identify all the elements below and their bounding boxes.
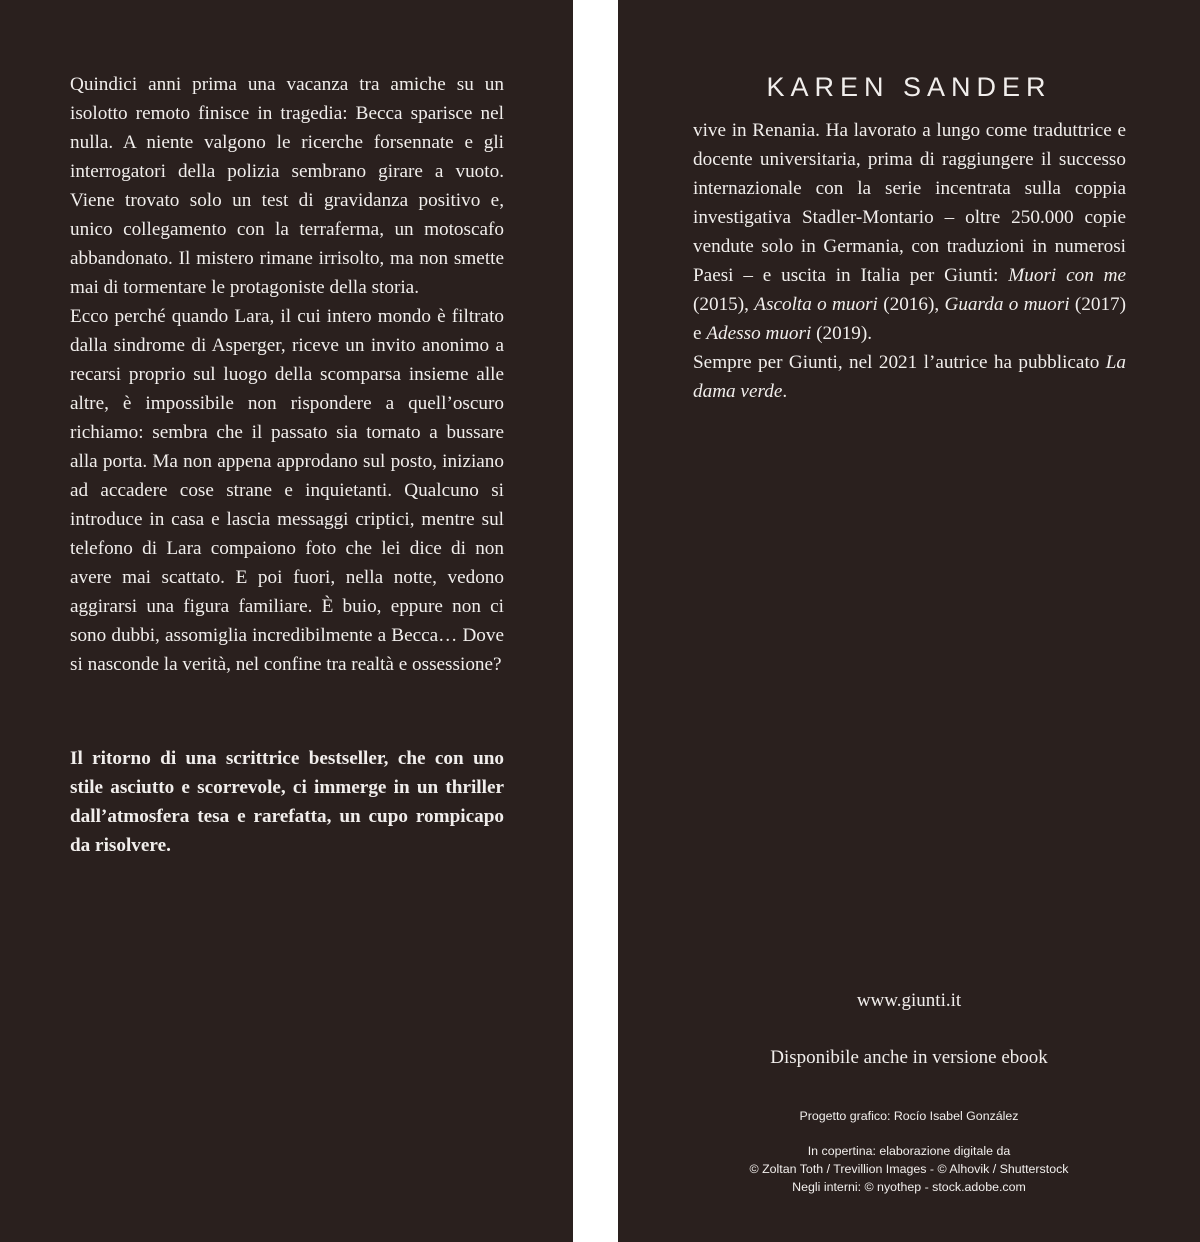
design-credit: Progetto grafico: Rocío Isabel González (799, 1109, 1019, 1123)
synopsis-text (70, 70, 504, 679)
cover-credit-line: Negli interni: © nyothep - stock.adobe.com (792, 1180, 1026, 1194)
blurb-text (70, 744, 504, 860)
publisher-website: www.giunti.it (856, 990, 962, 1011)
synopsis-paragraph: Quindici anni prima una vacanza tra amiche su un isolotto remoto finisce in tragedia: Becca sparisce nel nulla. A niente valgono le ricerche forsennate e gli interrogatori della polizia sembrano girare a vuoto. Viene trovato solo un test di gravidanza positivo e, unico collegamento con la terraferma, un motoscafo abbandonato. Il mistero rimane irrisolto, ma non smette mai di tormentare le protagoniste della storia. (70, 74, 504, 298)
cover-credit-line: In copertina: elaborazione digitale da (807, 1144, 1011, 1158)
book-title: Muori con me (1008, 265, 1127, 286)
blurb-paragraph: Il ritorno di una scrittrice bestseller, che con uno stile asciutto e scorrevole, ci immerge in un thriller dall’atmosfera tesa e rarefatta, un cupo rompicapo da risolvere. (70, 748, 504, 856)
bio-text: (2017) e (693, 294, 1127, 344)
bio-text: . (782, 381, 788, 402)
cover-credit-line: © Zoltan Toth / Trevillion Images - © Alhovik / Shutterstock (749, 1162, 1069, 1176)
bio-text: Sempre per Giunti, nel 2021 l’autrice ha pubblicato (693, 352, 1106, 373)
bio-text: vive in Renania. Ha lavorato a lungo come traduttrice e docente universitaria, prima di raggiungere il successo internazionale con la serie incentrata sulla coppia investigativa Stadler-Montario – oltre 250.000 copie vendute solo in Germania, con traduzioni in numerosi Paesi – e uscita in Italia per Giunti: (693, 120, 1126, 286)
ebook-availability: Disponibile anche in versione ebook (770, 1047, 1048, 1068)
synopsis-paragraph: Ecco perché quando Lara, il cui intero mondo è filtrato dalla sindrome di Asperger, riceve un invito anonimo a recarsi proprio sul luogo della scomparsa insieme alle altre, è impossibile non rispondere a quell’oscuro richiamo: sembra che il passato sia tornato a bussare alla porta. Ma non appena approdano sul posto, iniziano ad accadere cose strane e inquietanti. Qualcuno si introduce in casa e lascia messaggi criptici, mentre sul telefono di Lara compaiono foto che lei dice di non avere mai scattato. E poi fuori, nella notte, vedono aggirarsi una figura familiare. È buio, eppure non ci sono dubbi, assomiglia incredibilmente a Becca… Dove si nasconde la verità, nel confine tra realtà e ossessione? (70, 306, 504, 675)
book-title: Adesso muori (706, 323, 812, 344)
left-flap (0, 0, 573, 1242)
bio-text: (2016), (877, 294, 945, 315)
bio-text: (2015), (693, 294, 755, 315)
bio-paragraph (693, 116, 1126, 348)
book-title: Guarda o muori (944, 294, 1070, 315)
book-title: Ascolta o muori (754, 294, 878, 315)
cover-credits (618, 1142, 1200, 1196)
bio-text: (2019). (811, 323, 873, 344)
bio-paragraph (693, 348, 1126, 406)
author-bio (693, 116, 1126, 406)
author-name: KAREN SANDER (766, 72, 1052, 102)
book-title: La dama verde (693, 352, 1126, 402)
right-flap (618, 0, 1200, 1242)
